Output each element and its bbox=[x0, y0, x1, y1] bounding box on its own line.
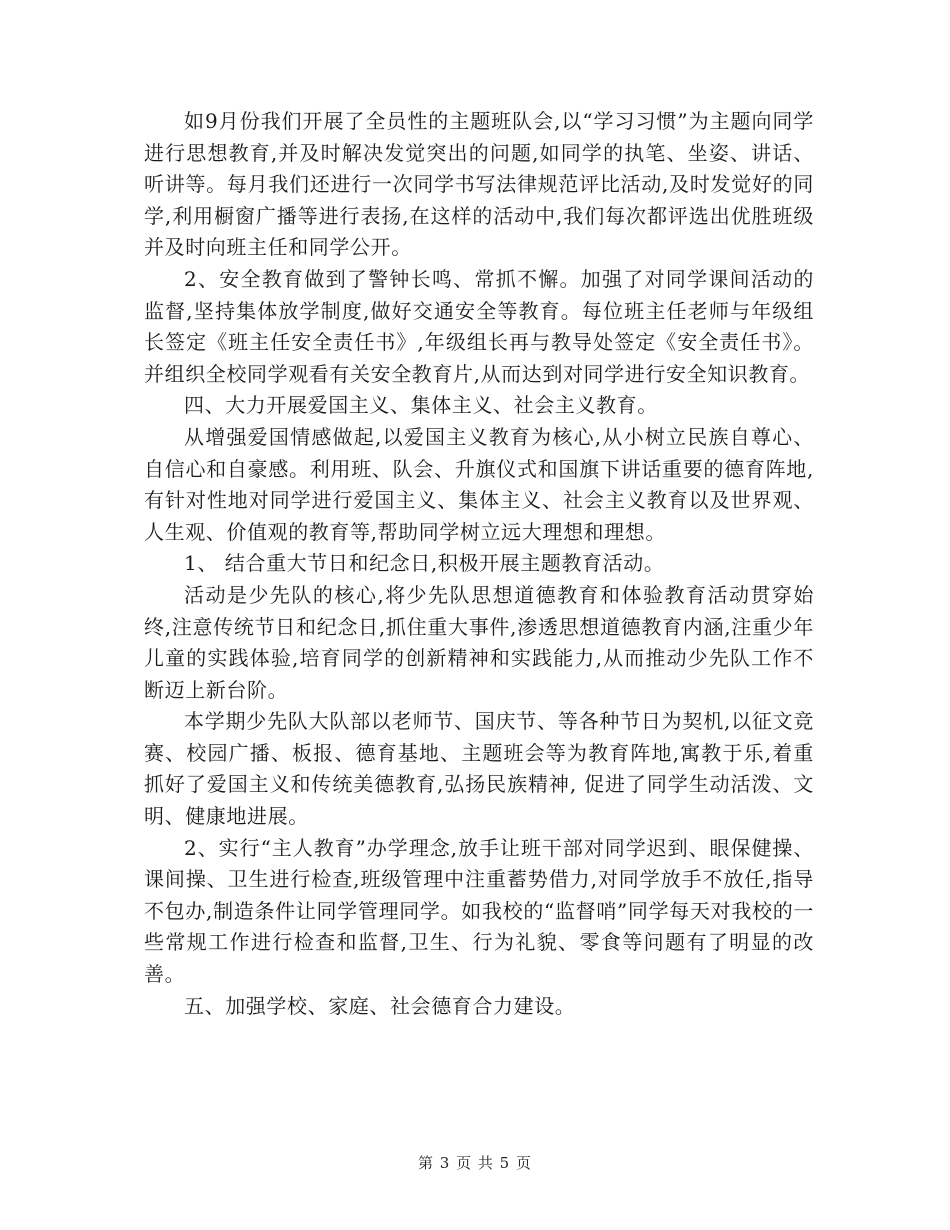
paragraph: 从增强爱国情感做起,以爱国主义教育为核心,从小树立民族自尊心、自信心和自豪感。利用班、队会、升旗仪式和国旗下讲话重要的德育阵地,有针对性地对同学进行爱国主义、集体主义、社会主义教育以及世界观、人生观、价值观的教育等,帮助同学树立远大理想和理想。 bbox=[144, 424, 814, 544]
subsection-heading: 1、 结合重大节日和纪念日,积极开展主题教育活动。 bbox=[184, 551, 665, 576]
paragraph: 2、实行“主人教育”办学理念,放手让班干部对同学迟到、眼保健操、课间操、卫生进行检查,班级管理中注重蓄势借力,对同学放手不放任,指导不包办,制造条件让同学管理同学。如我校的“监督哨”同学每天对我校的一些常规工作进行检查和监督,卫生、行为礼貌、零食等问题有了明显的改善。 bbox=[144, 835, 814, 987]
paragraph: 如9月份我们开展了全员性的主题班队会,以“学习习惯”为主题向同学进行思想教育,并及时解决发觉突出的问题,如同学的执笔、坐姿、讲话、听讲等。每月我们还进行一次同学书写法律规范评比活动,及时发觉好的同学,利用橱窗广播等进行表扬,在这样的活动中,我们每次都评选出优胜班级并及时向班主任和同学公开。 bbox=[144, 109, 814, 260]
page-number-footer: 第 3 页 共 5 页 bbox=[418, 1154, 532, 1172]
paragraph: 本学期少先队大队部以老师节、国庆节、等各种节日为契机,以征文竞赛、校园广播、板报、德育基地、主题班会等为教育阵地,寓教于乐,着重抓好了爱国主义和传统美德教育,弘扬民族精神, 促进了同学生动活泼、文明、健康地进展。 bbox=[144, 709, 814, 829]
paragraph: 2、安全教育做到了警钟长鸣、常抓不懈。加强了对同学课间活动的监督,坚持集体放学制度,做好交通安全等教育。每位班主任老师与年级组长签定《班主任安全责任书》,年级组长再与教导处签定《安全责任书》。并组织全校同学观看有关安全教育片,从而达到对同学进行安全知识教育。 bbox=[144, 266, 814, 386]
section-heading: 五、加强学校、家庭、社会德育合力建设。 bbox=[184, 993, 576, 1018]
document-body bbox=[144, 106, 814, 1022]
section-heading: 四、大力开展爱国主义、集体主义、社会主义教育。 bbox=[184, 393, 658, 418]
paragraph: 活动是少先队的核心,将少先队思想道德教育和体验教育活动贯穿始终,注意传统节日和纪念日,抓住重大事件,渗透思想道德教育内涵,注重少年儿童的实践体验,培育同学的创新精神和实践能力,从而推动少先队工作不断迈上新台阶。 bbox=[144, 582, 814, 702]
